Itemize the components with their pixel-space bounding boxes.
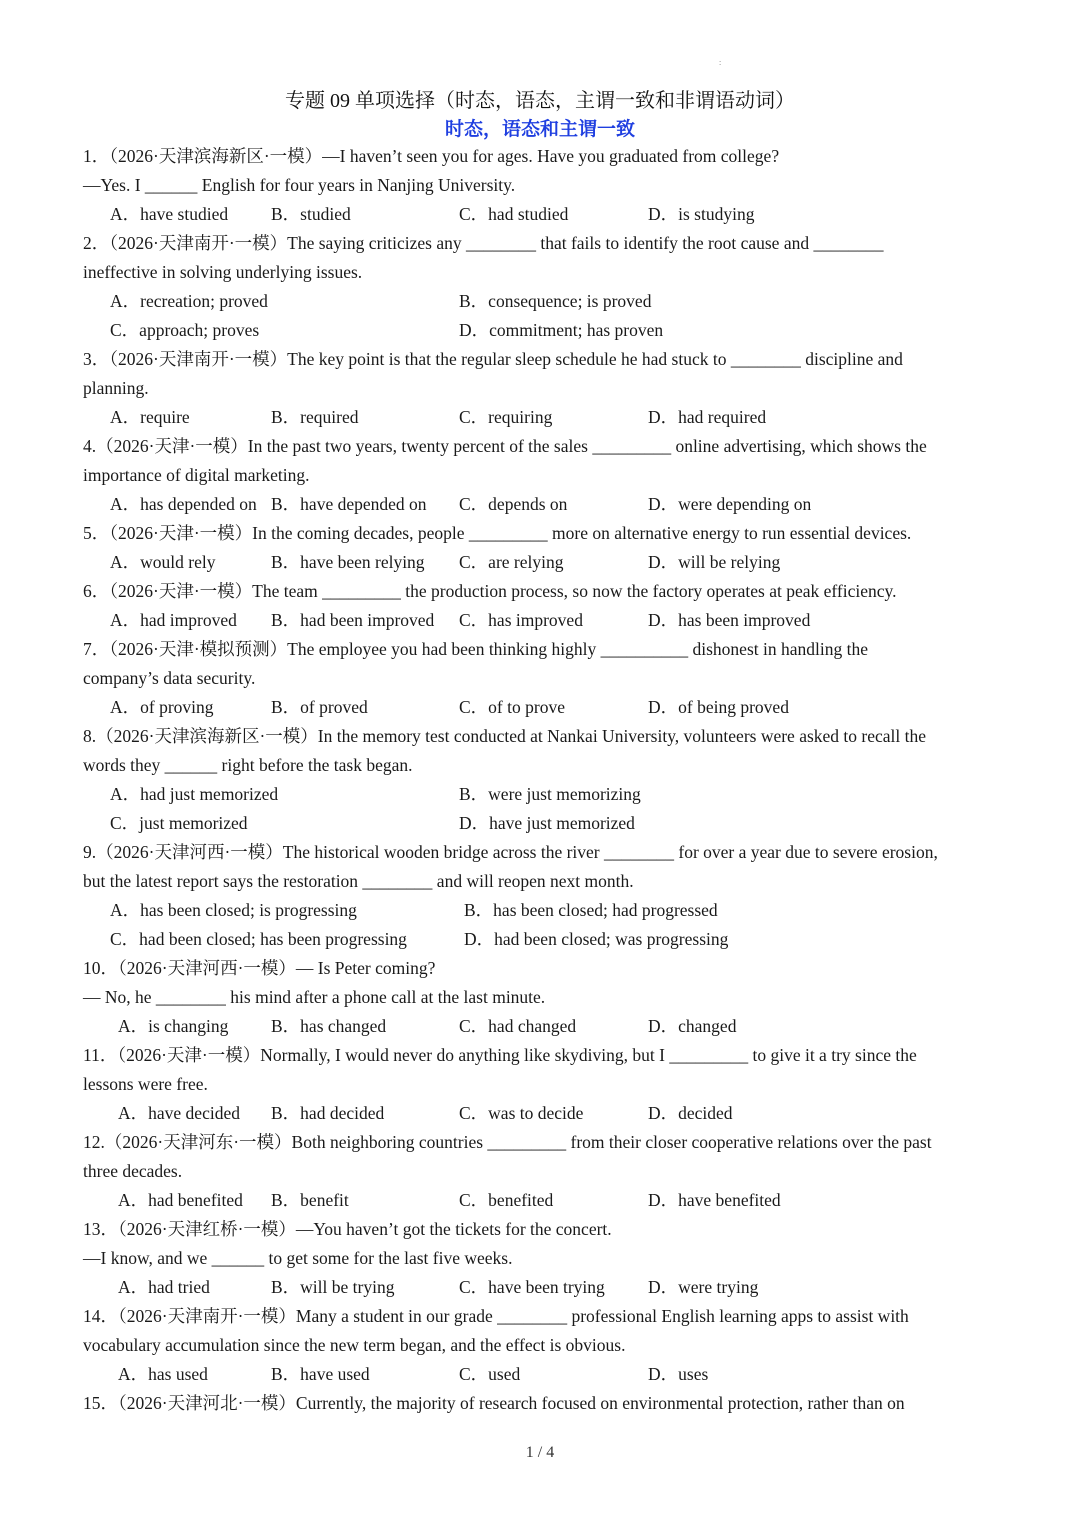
q5-option-c: C．are relying <box>459 552 564 572</box>
q2-option-a: A．recreation; proved <box>110 291 268 311</box>
q2-line1: 2．（2026·天津南开·一模）The saying criticizes any ________ that fails to identify the root cause and ________ <box>83 233 884 253</box>
q12-line2: three decades. <box>83 1161 183 1181</box>
q2-option-d: D．commitment; has proven <box>459 320 664 340</box>
q9-option-c: C．had been closed; has been progressing <box>110 929 407 949</box>
q13-option-a: A．had tried <box>118 1277 210 1297</box>
q10-line2: — No, he ________ his mind after a phone call at the last minute. <box>83 987 546 1007</box>
q11-line1: 11．（2026·天津·一模）Normally, I would never do anything like skydiving, but I _________ to give it a try since the <box>83 1045 917 1065</box>
q11-option-b: B．had decided <box>271 1103 385 1123</box>
q13-option-d: D．were trying <box>648 1277 759 1297</box>
q7-option-b: B．of proved <box>271 697 368 717</box>
q9-option-d: D．had been closed; was progressing <box>464 929 729 949</box>
q7-line2: company’s data security. <box>83 668 256 688</box>
q12-option-a: A．had benefited <box>118 1190 243 1210</box>
q9-option-b: B．has been closed; had progressed <box>464 900 718 920</box>
q7-option-c: C．of to prove <box>459 697 565 717</box>
q8-line2: words they ______ right before the task began. <box>83 755 413 775</box>
q11-option-c: C．was to decide <box>459 1103 584 1123</box>
q14-line2: vocabulary accumulation since the new term began, and the effect is obvious. <box>83 1335 626 1355</box>
q11-option-d: D．decided <box>648 1103 733 1123</box>
q5-option-d: D．will be relying <box>648 552 781 572</box>
q6-option-b: B．had been improved <box>271 610 435 630</box>
q3-option-d: D．had required <box>648 407 767 427</box>
q6-option-d: D．has been improved <box>648 610 811 630</box>
q2-line2: ineffective in solving underlying issues. <box>83 262 363 282</box>
q11-option-a: A．have decided <box>118 1103 240 1123</box>
q3-line1: 3．（2026·天津南开·一模）The key point is that the regular sleep schedule he had stuck to ________ discipline and <box>83 349 903 369</box>
q13-option-b: B．will be trying <box>271 1277 395 1297</box>
q3-option-b: B．required <box>271 407 359 427</box>
q8-option-d: D．have just memorized <box>459 813 635 833</box>
q1-option-a: A．have studied <box>110 204 229 224</box>
q8-option-b: B．were just memorizing <box>459 784 641 804</box>
q10-option-a: A．is changing <box>118 1016 229 1036</box>
q4-option-a: A．has depended on <box>110 494 257 514</box>
q8-option-a: A．had just memorized <box>110 784 279 804</box>
q1-option-c: C．had studied <box>459 204 569 224</box>
q5-line1: 5．（2026·天津·一模）In the coming decades, people _________ more on alternative energy to run essential devices. <box>83 523 912 543</box>
q14-option-d: D．uses <box>648 1364 709 1384</box>
q1-option-b: B．studied <box>271 204 351 224</box>
q10-line1: 10．（2026·天津河西·一模）— Is Peter coming? <box>83 958 436 978</box>
q5-option-b: B．have been relying <box>271 552 425 572</box>
q1-option-d: D．is studying <box>648 204 755 224</box>
q4-option-b: B．have depended on <box>271 494 427 514</box>
q2-option-b: B．consequence; is proved <box>459 291 652 311</box>
q10-option-c: C．had changed <box>459 1016 577 1036</box>
page-number: 1 / 4 <box>525 1444 555 1461</box>
q7-option-a: A．of proving <box>110 697 214 717</box>
q9-option-a: A．has been closed; is progressing <box>110 900 357 920</box>
q3-option-a: A．require <box>110 407 190 427</box>
section-subtitle: 时态，语态和主谓一致 <box>444 118 635 140</box>
q9-line2: but the latest report says the restoration ________ and will reopen next month. <box>83 871 634 891</box>
q6-option-c: C．has improved <box>459 610 583 630</box>
q13-line1: 13．（2026·天津红桥·一模）—You haven’t got the tickets for the concert. <box>83 1219 612 1239</box>
q2-option-c: C．approach; proves <box>110 320 260 340</box>
q8-option-c: C．just memorized <box>110 813 248 833</box>
q11-line2: lessons were free. <box>83 1074 208 1094</box>
q6-option-a: A．had improved <box>110 610 237 630</box>
q7-option-d: D．of being proved <box>648 697 789 717</box>
q10-option-b: B．has changed <box>271 1016 387 1036</box>
q8-line1: 8.（2026·天津滨海新区·一模）In the memory test conducted at Nankai University, volunteers were asked to recall the <box>83 726 927 746</box>
q10-option-d: D．changed <box>648 1016 737 1036</box>
q1-line2: —Yes. I ______ English for four years in Nanjing University. <box>83 175 516 195</box>
q12-line1: 12.（2026·天津河东·一模）Both neighboring countries _________ from their closer cooperative relations over the past <box>83 1132 932 1152</box>
q13-line2: —I know, and we ______ to get some for the last five weeks. <box>83 1248 513 1268</box>
q14-option-a: A．has used <box>118 1364 208 1384</box>
q6-line1: 6．（2026·天津·一模）The team _________ the production process, so now the factory operates at peak efficiency. <box>83 581 897 601</box>
q4-option-d: D．were depending on <box>648 494 812 514</box>
q7-line1: 7．（2026·天津·模拟预测）The employee you had been thinking highly __________ dishonest in handling the <box>83 639 868 659</box>
q9-line1: 9.（2026·天津河西·一模）The historical wooden bridge across the river ________ for over a year due to severe erosion, <box>83 842 938 862</box>
q14-option-b: B．have used <box>271 1364 370 1384</box>
q14-line1: 14．（2026·天津南开·一模）Many a student in our grade ________ professional English learning apps to assist with <box>83 1306 909 1326</box>
q3-option-c: C．requiring <box>459 407 553 427</box>
q3-line2: planning. <box>83 378 149 398</box>
q12-option-b: B．benefit <box>271 1190 349 1210</box>
q12-option-c: C．benefited <box>459 1190 554 1210</box>
page-title: 专题 09 单项选择（时态，语态，主谓一致和非谓语动词） <box>285 90 795 112</box>
q5-option-a: A．would rely <box>110 552 216 572</box>
q4-line1: 4.（2026·天津·一模）In the past two years, twenty percent of the sales _________ online advertising, which shows the <box>83 436 927 456</box>
q14-option-c: C．used <box>459 1364 521 1384</box>
q1-line1: 1．（2026·天津滨海新区·一模）—I haven’t seen you for ages. Have you graduated from college? <box>83 146 780 166</box>
header-dot: : <box>719 58 722 67</box>
q4-option-c: C．depends on <box>459 494 568 514</box>
q13-option-c: C．have been trying <box>459 1277 605 1297</box>
q4-line2: importance of digital marketing. <box>83 465 310 485</box>
q15-line1: 15．（2026·天津河北·一模）Currently, the majority of research focused on environmental protection, rather than on <box>83 1393 905 1413</box>
q12-option-d: D．have benefited <box>648 1190 781 1210</box>
